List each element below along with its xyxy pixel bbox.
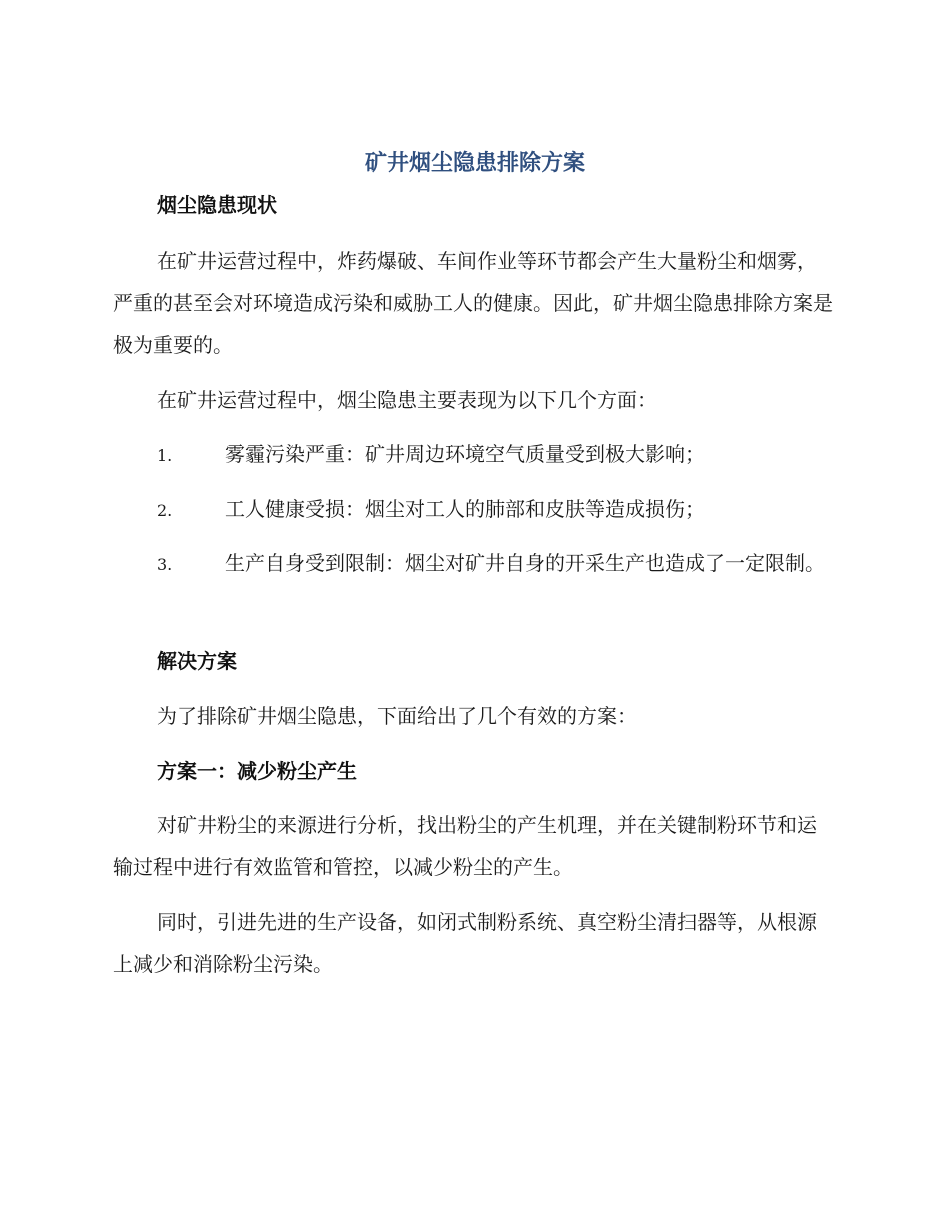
paragraph-solution-intro: 为了排除矿井烟尘隐患，下面给出了几个有效的方案： <box>157 704 637 728</box>
list-number: 2. <box>157 501 173 520</box>
section-heading-status: 烟尘隐患现状 <box>157 193 277 217</box>
list-number: 3. <box>157 555 173 574</box>
list-text: 雾霾污染严重：矿井周边环境空气质量受到极大影响； <box>225 442 705 466</box>
paragraph-plan-analysis: 对矿井粉尘的来源进行分析，找出粉尘的产生机理，并在关键制粉环节和运输过程中进行有效监管和管控，以减少粉尘的产生。 <box>113 813 817 879</box>
list-item <box>113 433 833 477</box>
list-text: 生产自身受到限制：烟尘对矿井自身的开采生产也造成了一定限制。 <box>225 551 825 575</box>
list-number: 1. <box>157 446 173 465</box>
paragraph-plan-equipment: 同时，引进先进的生产设备，如闭式制粉系统、真空粉尘清扫器等，从根源上减少和消除粉尘污染。 <box>113 910 817 976</box>
document-title: 矿井烟尘隐患排除方案 <box>364 151 585 176</box>
section-heading-solution: 解决方案 <box>157 649 237 673</box>
list-text: 工人健康受损：烟尘对工人的肺部和皮肤等造成损伤； <box>225 497 705 521</box>
list-item <box>113 542 833 586</box>
paragraph-status-summary: 在矿井运营过程中，烟尘隐患主要表现为以下几个方面： <box>157 388 657 412</box>
paragraph-status-intro: 在矿井运营过程中，炸药爆破、车间作业等环节都会产生大量粉尘和烟雾，严重的甚至会对环境造成污染和威胁工人的健康。因此，矿井烟尘隐患排除方案是极为重要的。 <box>113 249 833 357</box>
list-item <box>113 488 833 532</box>
plan-heading: 方案一：减少粉尘产生 <box>157 759 357 783</box>
